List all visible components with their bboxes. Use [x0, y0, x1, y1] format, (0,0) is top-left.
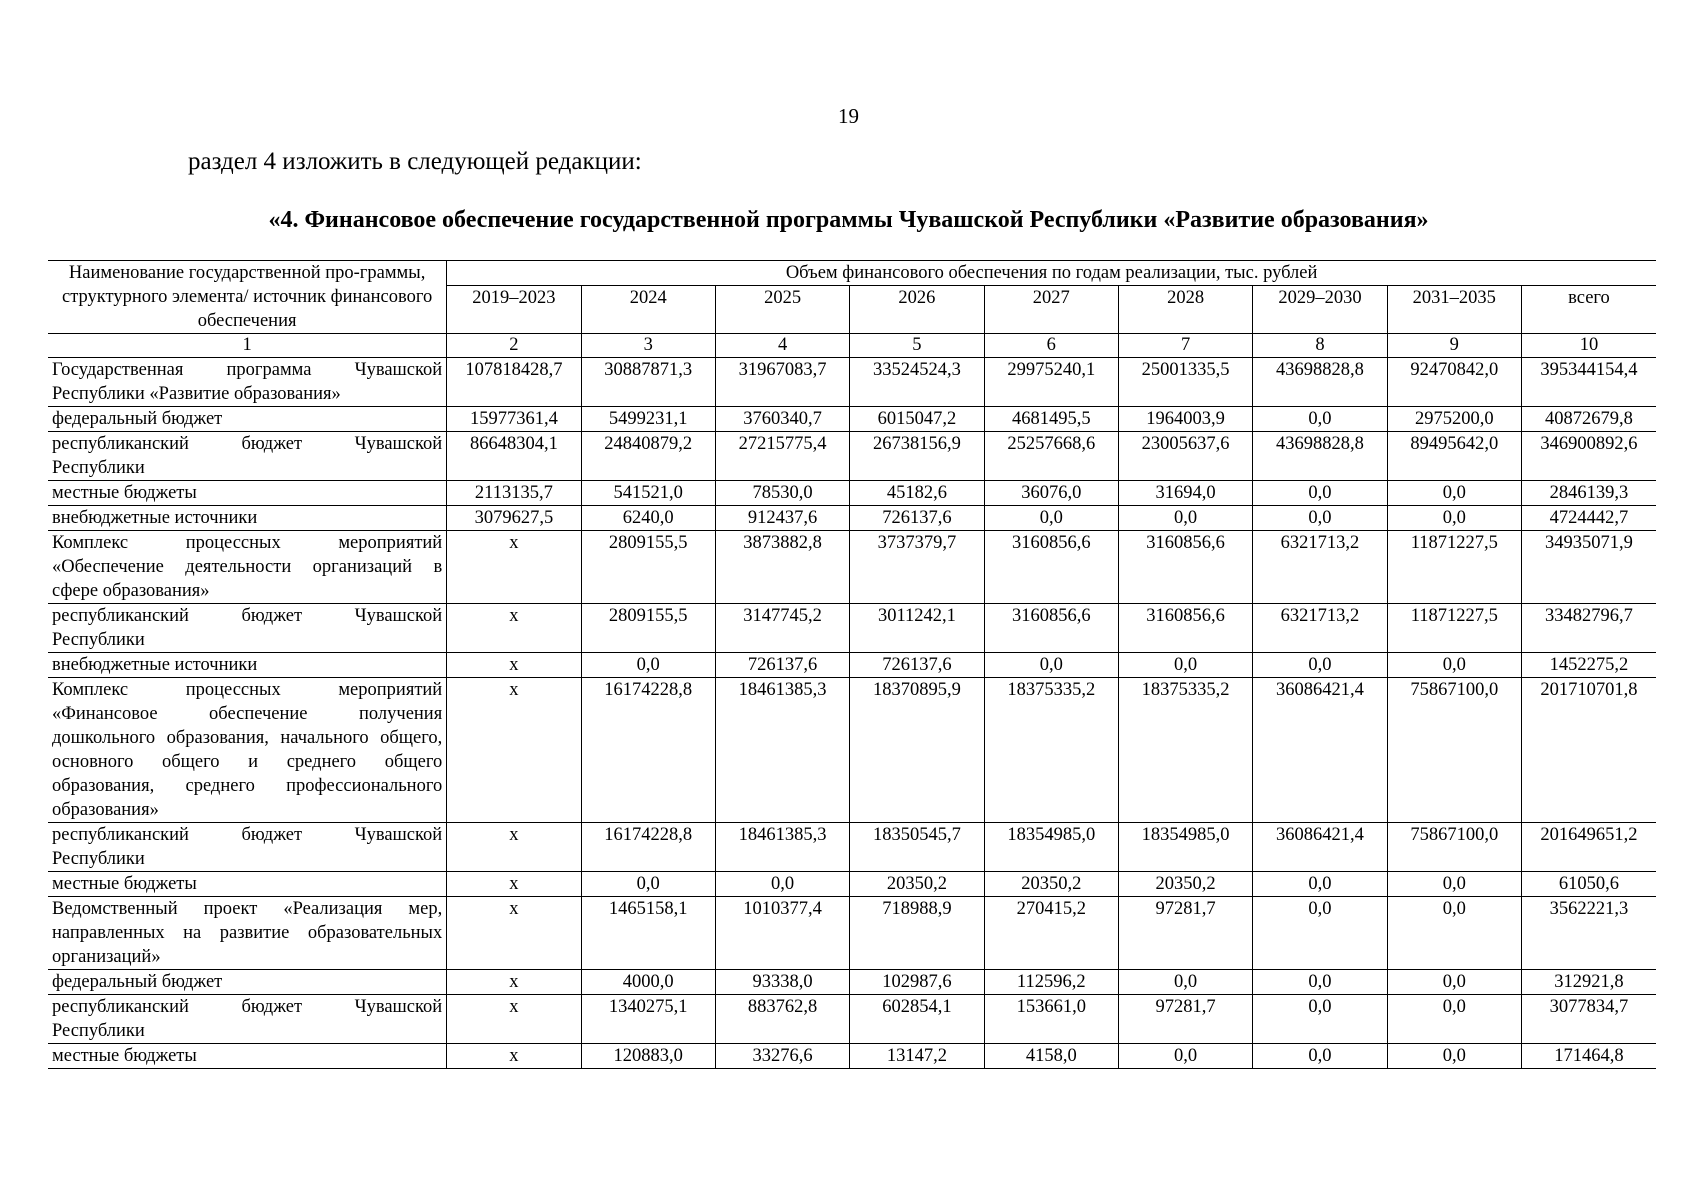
- value-cell: 153661,0: [984, 995, 1118, 1044]
- row-name: Комплекс процессных мероприятий «Финансовое обеспечение получения дошкольного образования, начального общего, основного общего и среднего общего образования, среднего профессионального образования»: [48, 678, 447, 823]
- column-number: 10: [1521, 334, 1656, 358]
- value-cell: 3760340,7: [715, 407, 849, 432]
- value-cell: х: [447, 970, 581, 995]
- value-cell: 29975240,1: [984, 358, 1118, 407]
- value-cell: 0,0: [1118, 1044, 1252, 1069]
- value-cell: 718988,9: [850, 897, 984, 970]
- value-cell: 43698828,8: [1253, 358, 1387, 407]
- value-cell: 0,0: [1253, 897, 1387, 970]
- value-cell: 18461385,3: [715, 678, 849, 823]
- row-name: местные бюджеты: [48, 872, 447, 897]
- value-cell: х: [447, 1044, 581, 1069]
- value-cell: 120883,0: [581, 1044, 715, 1069]
- value-cell: 15977361,4: [447, 407, 581, 432]
- row-name: Комплекс процессных мероприятий «Обеспечение деятельности организаций в сфере образования»: [48, 531, 447, 604]
- value-cell: 6015047,2: [850, 407, 984, 432]
- value-cell: 2809155,5: [581, 531, 715, 604]
- value-cell: 3737379,7: [850, 531, 984, 604]
- value-cell: 5499231,1: [581, 407, 715, 432]
- value-cell: 18370895,9: [850, 678, 984, 823]
- value-cell: 11871227,5: [1387, 604, 1521, 653]
- value-cell: 3562221,3: [1521, 897, 1656, 970]
- value-cell: 89495642,0: [1387, 432, 1521, 481]
- value-cell: 112596,2: [984, 970, 1118, 995]
- value-cell: 3079627,5: [447, 506, 581, 531]
- row-name: республиканский бюджет Чувашской Республики: [48, 604, 447, 653]
- value-cell: 61050,6: [1521, 872, 1656, 897]
- value-cell: 2846139,3: [1521, 481, 1656, 506]
- value-cell: 0,0: [581, 653, 715, 678]
- value-cell: 26738156,9: [850, 432, 984, 481]
- table-row: [48, 604, 1656, 653]
- value-cell: х: [447, 531, 581, 604]
- value-cell: 18354985,0: [1118, 823, 1252, 872]
- value-cell: 93338,0: [715, 970, 849, 995]
- value-cell: 11871227,5: [1387, 531, 1521, 604]
- row-name: республиканский бюджет Чувашской Республики: [48, 823, 447, 872]
- value-cell: 20350,2: [850, 872, 984, 897]
- table-row: [48, 531, 1656, 604]
- column-number: 6: [984, 334, 1118, 358]
- value-cell: 0,0: [1253, 653, 1387, 678]
- value-cell: 97281,7: [1118, 897, 1252, 970]
- value-cell: 0,0: [1118, 970, 1252, 995]
- value-cell: 1465158,1: [581, 897, 715, 970]
- value-cell: 6321713,2: [1253, 604, 1387, 653]
- value-cell: 0,0: [1253, 407, 1387, 432]
- value-cell: 78530,0: [715, 481, 849, 506]
- value-cell: 883762,8: [715, 995, 849, 1044]
- value-cell: 726137,6: [715, 653, 849, 678]
- table-row: [48, 653, 1656, 678]
- value-cell: 25001335,5: [1118, 358, 1252, 407]
- value-cell: х: [447, 678, 581, 823]
- value-cell: 18350545,7: [850, 823, 984, 872]
- value-cell: 18354985,0: [984, 823, 1118, 872]
- table-row: [48, 481, 1656, 506]
- value-cell: 20350,2: [984, 872, 1118, 897]
- value-cell: 18375335,2: [1118, 678, 1252, 823]
- value-cell: 31967083,7: [715, 358, 849, 407]
- value-cell: 912437,6: [715, 506, 849, 531]
- value-cell: 0,0: [715, 872, 849, 897]
- value-cell: 2113135,7: [447, 481, 581, 506]
- column-header: 2027: [984, 286, 1118, 334]
- value-cell: 33482796,7: [1521, 604, 1656, 653]
- value-cell: 3160856,6: [984, 531, 1118, 604]
- value-cell: 16174228,8: [581, 678, 715, 823]
- column-header: 2028: [1118, 286, 1252, 334]
- column-number: 9: [1387, 334, 1521, 358]
- value-cell: 541521,0: [581, 481, 715, 506]
- value-cell: 0,0: [1387, 653, 1521, 678]
- table-row: [48, 506, 1656, 531]
- table-row: [48, 897, 1656, 970]
- value-cell: 0,0: [581, 872, 715, 897]
- group-header: Объем финансового обеспечения по годам реализации, тыс. рублей: [447, 261, 1656, 286]
- value-cell: 0,0: [1387, 995, 1521, 1044]
- row-name: внебюджетные источники: [48, 653, 447, 678]
- value-cell: 107818428,7: [447, 358, 581, 407]
- value-cell: 102987,6: [850, 970, 984, 995]
- value-cell: 602854,1: [850, 995, 984, 1044]
- value-cell: 30887871,3: [581, 358, 715, 407]
- value-cell: х: [447, 897, 581, 970]
- value-cell: 0,0: [1253, 970, 1387, 995]
- value-cell: 0,0: [1253, 1044, 1387, 1069]
- value-cell: 0,0: [1387, 872, 1521, 897]
- value-cell: 0,0: [1387, 970, 1521, 995]
- column-header: 2031–2035: [1387, 286, 1521, 334]
- value-cell: х: [447, 995, 581, 1044]
- column-number: 2: [447, 334, 581, 358]
- value-cell: 3011242,1: [850, 604, 984, 653]
- value-cell: 0,0: [1118, 506, 1252, 531]
- value-cell: 4158,0: [984, 1044, 1118, 1069]
- value-cell: 45182,6: [850, 481, 984, 506]
- column-number: 1: [48, 334, 447, 358]
- value-cell: 4000,0: [581, 970, 715, 995]
- value-cell: 4681495,5: [984, 407, 1118, 432]
- value-cell: 1452275,2: [1521, 653, 1656, 678]
- value-cell: 75867100,0: [1387, 823, 1521, 872]
- value-cell: 0,0: [1253, 995, 1387, 1044]
- value-cell: 0,0: [1387, 481, 1521, 506]
- section-title: «4. Финансовое обеспечение государственной программы Чувашской Республики «Развитие образования»: [268, 207, 1429, 233]
- row-name: федеральный бюджет: [48, 407, 447, 432]
- value-cell: 97281,7: [1118, 995, 1252, 1044]
- value-cell: 24840879,2: [581, 432, 715, 481]
- value-cell: 0,0: [1253, 506, 1387, 531]
- value-cell: 0,0: [1253, 481, 1387, 506]
- row-name: местные бюджеты: [48, 1044, 447, 1069]
- value-cell: х: [447, 823, 581, 872]
- value-cell: 171464,8: [1521, 1044, 1656, 1069]
- column-number: 8: [1253, 334, 1387, 358]
- column-header: 2019–2023: [447, 286, 581, 334]
- value-cell: 0,0: [1387, 1044, 1521, 1069]
- value-cell: 16174228,8: [581, 823, 715, 872]
- value-cell: 18375335,2: [984, 678, 1118, 823]
- row-name: республиканский бюджет Чувашской Республики: [48, 432, 447, 481]
- value-cell: 23005637,6: [1118, 432, 1252, 481]
- value-cell: 1010377,4: [715, 897, 849, 970]
- value-cell: 0,0: [1387, 506, 1521, 531]
- value-cell: 33276,6: [715, 1044, 849, 1069]
- value-cell: 86648304,1: [447, 432, 581, 481]
- value-cell: 3147745,2: [715, 604, 849, 653]
- value-cell: 0,0: [984, 653, 1118, 678]
- row-name: местные бюджеты: [48, 481, 447, 506]
- value-cell: х: [447, 653, 581, 678]
- value-cell: 201710701,8: [1521, 678, 1656, 823]
- column-number: 4: [715, 334, 849, 358]
- column-number: 3: [581, 334, 715, 358]
- value-cell: 395344154,4: [1521, 358, 1656, 407]
- value-cell: 726137,6: [850, 653, 984, 678]
- value-cell: х: [447, 604, 581, 653]
- value-cell: 25257668,6: [984, 432, 1118, 481]
- table-row: [48, 678, 1656, 823]
- table-row: [48, 970, 1656, 995]
- value-cell: 36086421,4: [1253, 823, 1387, 872]
- value-cell: 2975200,0: [1387, 407, 1521, 432]
- table-row: [48, 995, 1656, 1044]
- value-cell: 3160856,6: [1118, 531, 1252, 604]
- value-cell: 31694,0: [1118, 481, 1252, 506]
- value-cell: 0,0: [984, 506, 1118, 531]
- value-cell: 0,0: [1118, 653, 1252, 678]
- table-row: [48, 872, 1656, 897]
- row-name: Государственная программа Чувашской Республики «Развитие образования»: [48, 358, 447, 407]
- value-cell: 1340275,1: [581, 995, 715, 1044]
- value-cell: 346900892,6: [1521, 432, 1656, 481]
- row-name: федеральный бюджет: [48, 970, 447, 995]
- value-cell: 2809155,5: [581, 604, 715, 653]
- table-row: [48, 358, 1656, 407]
- value-cell: 201649651,2: [1521, 823, 1656, 872]
- column-header: 2024: [581, 286, 715, 334]
- value-cell: 1964003,9: [1118, 407, 1252, 432]
- column-number: 5: [850, 334, 984, 358]
- value-cell: 0,0: [1253, 872, 1387, 897]
- value-cell: 27215775,4: [715, 432, 849, 481]
- value-cell: 0,0: [1387, 897, 1521, 970]
- column-number: 7: [1118, 334, 1252, 358]
- value-cell: 43698828,8: [1253, 432, 1387, 481]
- value-cell: 34935071,9: [1521, 531, 1656, 604]
- value-cell: 4724442,7: [1521, 506, 1656, 531]
- value-cell: 13147,2: [850, 1044, 984, 1069]
- table-row: [48, 823, 1656, 872]
- value-cell: 20350,2: [1118, 872, 1252, 897]
- row-name: внебюджетные источники: [48, 506, 447, 531]
- value-cell: 40872679,8: [1521, 407, 1656, 432]
- column-header: 2025: [715, 286, 849, 334]
- value-cell: 36086421,4: [1253, 678, 1387, 823]
- value-cell: 726137,6: [850, 506, 984, 531]
- table-row: [48, 432, 1656, 481]
- value-cell: 36076,0: [984, 481, 1118, 506]
- column-header: 2029–2030: [1253, 286, 1387, 334]
- value-cell: 92470842,0: [1387, 358, 1521, 407]
- row-name: республиканский бюджет Чувашской Республики: [48, 995, 447, 1044]
- value-cell: 18461385,3: [715, 823, 849, 872]
- page-number: 19: [838, 104, 859, 128]
- value-cell: 3160856,6: [1118, 604, 1252, 653]
- value-cell: 6321713,2: [1253, 531, 1387, 604]
- row-name: Ведомственный проект «Реализация мер, направленных на развитие образовательных организаций»: [48, 897, 447, 970]
- column-header: всего: [1521, 286, 1656, 334]
- stub-header: Наименование государственной про-граммы, структурного элемента/ источник финансового обеспечения: [48, 261, 447, 334]
- value-cell: 312921,8: [1521, 970, 1656, 995]
- value-cell: 270415,2: [984, 897, 1118, 970]
- value-cell: 33524524,3: [850, 358, 984, 407]
- value-cell: 3160856,6: [984, 604, 1118, 653]
- value-cell: 3077834,7: [1521, 995, 1656, 1044]
- value-cell: 75867100,0: [1387, 678, 1521, 823]
- column-header: 2026: [850, 286, 984, 334]
- value-cell: 3873882,8: [715, 531, 849, 604]
- value-cell: х: [447, 872, 581, 897]
- table-row: [48, 407, 1656, 432]
- intro-text: раздел 4 изложить в следующей редакции:: [188, 148, 642, 175]
- value-cell: 6240,0: [581, 506, 715, 531]
- table-row: [48, 1044, 1656, 1069]
- financing-table: [48, 260, 1656, 1069]
